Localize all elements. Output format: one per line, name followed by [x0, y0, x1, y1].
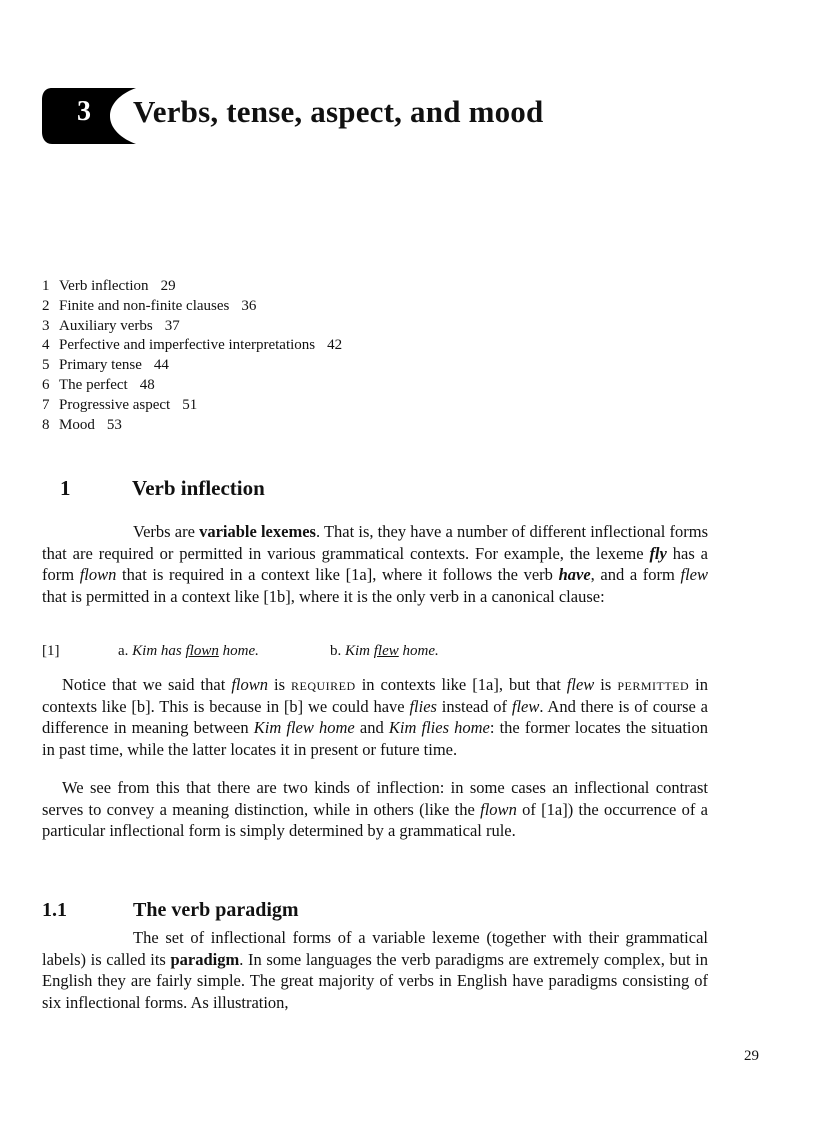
- text-run: that is permitted in a context like [1b], where it is the only verb in a canonical clause:: [42, 586, 605, 606]
- toc-item[interactable]: [42, 376, 342, 396]
- toc-page: 44: [153, 357, 169, 374]
- toc-page: 51: [182, 396, 198, 413]
- toc-title: The perfect: [59, 376, 128, 393]
- text-run: Verbs are: [133, 522, 200, 541]
- section-title: Verb inflection: [132, 476, 265, 500]
- toc-number: 3: [42, 317, 50, 334]
- paragraph: [42, 777, 708, 842]
- chapter-number: 3: [77, 96, 91, 127]
- text-run: has a form: [42, 543, 708, 584]
- italic-term: fly: [649, 543, 667, 563]
- toc-number: 8: [42, 416, 50, 433]
- subsection-title: The verb paradigm: [133, 899, 299, 921]
- toc-number: 7: [42, 396, 50, 413]
- toc-item[interactable]: [42, 317, 342, 337]
- toc-page: 29: [160, 278, 176, 294]
- toc-item[interactable]: [42, 277, 342, 297]
- italic-term: flew: [511, 696, 540, 716]
- example-label: [1]: [42, 643, 60, 659]
- toc-page: 42: [327, 337, 343, 354]
- text-run: . That is, they have a number of different inflectional forms that are required or permitted in various grammatical contexts. For example, the lexeme: [42, 522, 708, 563]
- paragraph: [42, 927, 708, 1013]
- subsection-number: 1.1: [42, 899, 67, 921]
- example-letter: a.: [118, 643, 129, 659]
- section-heading: [60, 474, 265, 502]
- page-number: 29: [744, 1048, 759, 1064]
- toc-title: Primary tense: [59, 357, 142, 374]
- text-run: is: [268, 675, 292, 694]
- toc-title: Perfective and imperfective interpretations: [59, 337, 316, 354]
- toc-number: 5: [42, 357, 50, 374]
- italic-term: flew: [566, 675, 595, 694]
- toc-number: 1: [42, 278, 50, 294]
- toc-page: 36: [241, 297, 257, 314]
- toc-item[interactable]: [42, 336, 342, 356]
- text-run: , and a form: [590, 565, 681, 584]
- text-run: We see from this that there are two kinds of inflection: in some cases an inflectional contrast serves to convey a meaning distinction, while in others (like the: [42, 778, 708, 819]
- italic-term: Kim flies home: [388, 718, 490, 737]
- text-run: of [1a]) the occurrence of a particular inflectional form is simply determined by a grammatical rule.: [42, 799, 708, 840]
- toc-page: 37: [164, 317, 180, 334]
- small-caps-term: required: [291, 675, 356, 694]
- example-text: Kim: [345, 643, 374, 659]
- chapter-title: Verbs, tense, aspect, and mood: [133, 94, 544, 129]
- italic-term: flew: [680, 565, 709, 584]
- toc-title: Auxiliary verbs: [59, 317, 153, 334]
- toc-title: Mood: [59, 416, 95, 433]
- example-text: Kim has: [132, 643, 186, 659]
- paragraph: [42, 521, 708, 607]
- toc-title: Verb inflection: [59, 278, 149, 294]
- example-text: home.: [218, 643, 259, 659]
- text-run: . In some languages the verb paradigms are extremely complex, but in English they are fairly simple. The great majority of verbs in English have paradigms consisting of six inflectional forms. As illustration,: [42, 949, 708, 1012]
- text-run: instead of: [436, 696, 512, 716]
- toc-title: Finite and non-finite clauses: [59, 297, 230, 314]
- text-run: is: [594, 675, 618, 694]
- toc-item[interactable]: [42, 396, 342, 416]
- toc-page: 48: [139, 376, 155, 393]
- example-letter: b.: [330, 643, 342, 659]
- bold-term: paradigm: [170, 949, 240, 969]
- italic-term: flies: [409, 696, 437, 716]
- example-target-word: flown: [185, 643, 219, 659]
- text-run: in contexts like [1a], but that: [355, 675, 567, 694]
- example-a: [118, 641, 259, 661]
- toc-page: 53: [106, 416, 122, 433]
- example-b: [330, 641, 439, 661]
- italic-term: flown: [79, 565, 117, 584]
- italic-term: have: [558, 565, 591, 584]
- text-run: The set of inflectional forms of a variable lexeme (together with their grammatical labels) is called its: [42, 928, 708, 969]
- section-number: 1: [60, 476, 71, 500]
- toc-title: Progressive aspect: [59, 396, 171, 413]
- toc-number: 4: [42, 337, 50, 354]
- text-run: and: [354, 718, 389, 737]
- bold-term: variable lexemes: [199, 522, 316, 541]
- text-run: that is required in a context like [1a], where it follows the verb: [116, 565, 559, 584]
- small-caps-term: permitted: [617, 675, 690, 694]
- example-text: home.: [398, 643, 439, 659]
- italic-term: flown: [231, 675, 268, 694]
- table-of-contents: [42, 277, 342, 435]
- text-run: Notice that we said that: [62, 675, 232, 694]
- toc-item[interactable]: [42, 356, 342, 376]
- toc-item[interactable]: [42, 297, 342, 317]
- text-run: : the former locates the situation in past time, while the latter locates it in present or future time.: [42, 718, 708, 759]
- italic-term: flown: [480, 799, 517, 819]
- text-run: . And there is of course a difference in meaning between: [42, 696, 709, 737]
- toc-number: 2: [42, 297, 50, 314]
- toc-number: 6: [42, 376, 50, 393]
- example-target-word: flew: [373, 643, 399, 659]
- toc-item[interactable]: [42, 416, 342, 436]
- text-run: in contexts like [b]. This is because in [b] we could have: [42, 675, 708, 716]
- subsection-heading: [42, 896, 299, 924]
- italic-term: Kim flew home: [253, 718, 355, 737]
- paragraph: [42, 674, 708, 760]
